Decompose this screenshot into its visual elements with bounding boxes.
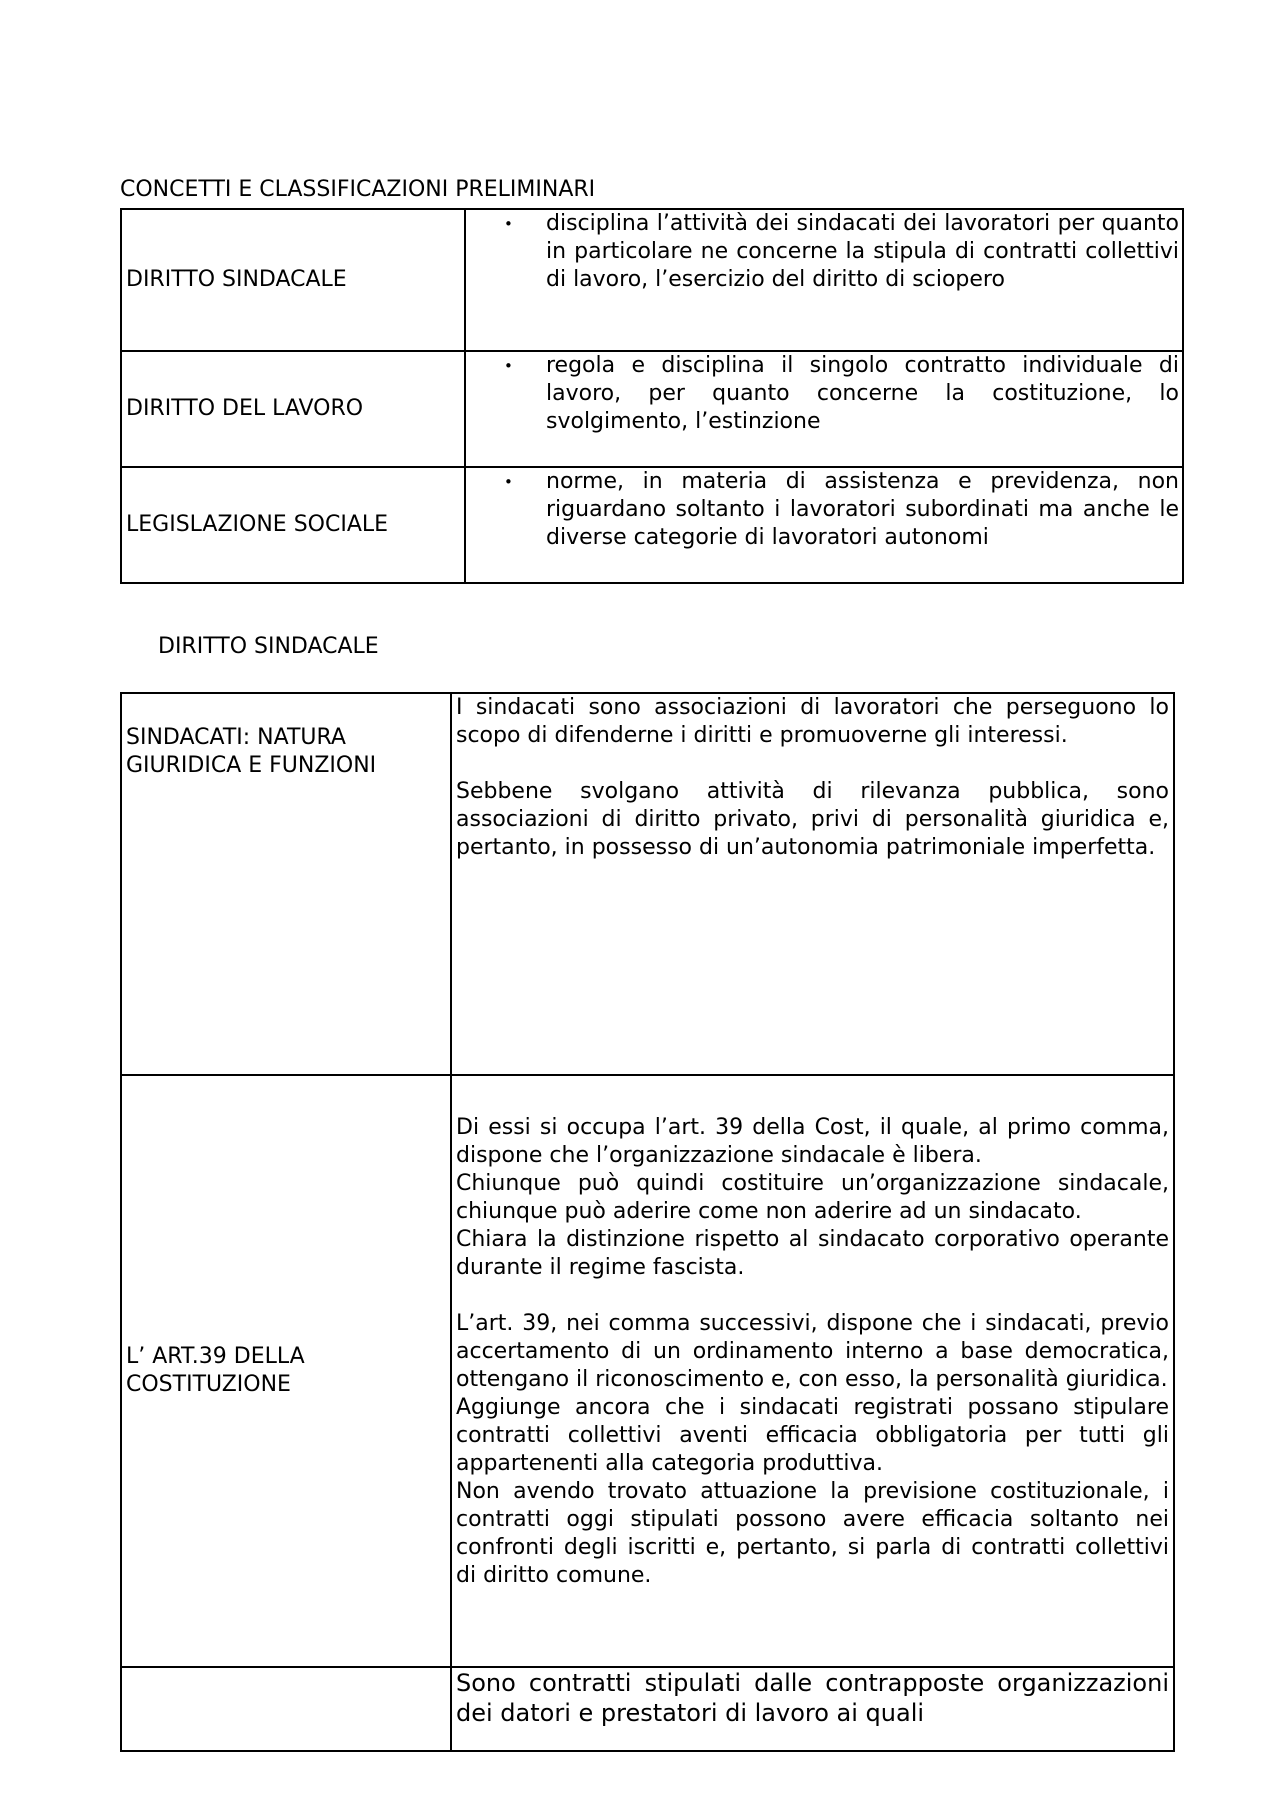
content-cell: [451, 1667, 1174, 1751]
term-cell: DIRITTO SINDACALE: [121, 209, 465, 351]
table-row: [121, 351, 1183, 467]
paragraph: Di essi si occupa l’art. 39 della Cost, il quale, al primo comma, dispone che l’organizzazione sindacale è libera.: [456, 1115, 1169, 1168]
diritto-sindacale-table: [120, 692, 1175, 1752]
content-cell: [451, 1075, 1174, 1667]
classification-table: [120, 208, 1184, 584]
paragraph: Aggiunge ancora che i sindacati registrati possano stipulare contratti collettivi aventi efficacia obbligatoria per tutti gli appartenenti alla categoria produttiva.: [456, 1395, 1169, 1476]
list-item: • norme, in materia di assistenza e previdenza, non riguardano soltanto i lavoratori subordinati ma anche le diverse categorie di lavoratori autonomi: [466, 468, 1179, 552]
term-cell: SINDACATI: NATURA GIURIDICA E FUNZIONI: [121, 693, 451, 1075]
paragraph: Sebbene svolgano attività di rilevanza pubblica, sono associazioni di diritto privato, privi di personalità giuridica e, pertanto, in possesso di un’autonomia patrimoniale imperfetta.: [456, 779, 1169, 860]
term-cell: [121, 1667, 451, 1751]
table-row: [121, 1075, 1174, 1667]
definition-cell: [465, 467, 1183, 583]
list-item: • regola e disciplina il singolo contratto individuale di lavoro, per quanto concerne la costituzione, lo svolgimento, l’estinzione: [466, 352, 1179, 436]
term-cell: LEGISLAZIONE SOCIALE: [121, 467, 465, 583]
definition-cell: [465, 209, 1183, 351]
table-row: [121, 1667, 1174, 1751]
term-cell: L’ ART.39 DELLA COSTITUZIONE: [121, 1075, 451, 1667]
section-title-diritto-sindacale: DIRITTO SINDACALE: [158, 634, 379, 659]
bullet-list: [466, 210, 1179, 294]
term-cell: DIRITTO DEL LAVORO: [121, 351, 465, 467]
definition-cell: [465, 351, 1183, 467]
paragraph: L’art. 39, nei comma successivi, dispone che i sindacati, previo accertamento di un ordinamento interno a base democratica, ottengano il riconoscimento e, con esso, la personalità giuridica.: [456, 1311, 1169, 1392]
table-row: [121, 693, 1174, 1075]
paragraph: Chiara la distinzione rispetto al sindacato corporativo operante durante il regime fascista.: [456, 1227, 1169, 1280]
section-title-concetti: CONCETTI E CLASSIFICAZIONI PRELIMINARI: [120, 177, 596, 202]
bullet-list: [466, 352, 1179, 436]
bullet-list: [466, 468, 1179, 552]
paragraph: Chiunque può quindi costituire un’organizzazione sindacale, chiunque può aderire come non aderire ad un sindacato.: [456, 1171, 1169, 1224]
table-row: [121, 209, 1183, 351]
list-item: • disciplina l’attività dei sindacati dei lavoratori per quanto in particolare ne concerne la stipula di contratti collettivi di lavoro, l’esercizio del diritto di sciopero: [466, 210, 1179, 294]
paragraph: I sindacati sono associazioni di lavoratori che perseguono lo scopo di difenderne i diritti e promuoverne gli interessi.: [456, 695, 1169, 748]
content-cell: [451, 693, 1174, 1075]
paragraph: Non avendo trovato attuazione la previsione costituzionale, i contratti oggi stipulati possono avere efficacia soltanto nei confronti degli iscritti e, pertanto, si parla di contratti collettivi di diritto comune.: [456, 1479, 1169, 1588]
table-row: [121, 467, 1183, 583]
paragraph: Sono contratti stipulati dalle contrapposte organizzazioni dei datori e prestatori di lavoro ai quali: [456, 1669, 1169, 1727]
